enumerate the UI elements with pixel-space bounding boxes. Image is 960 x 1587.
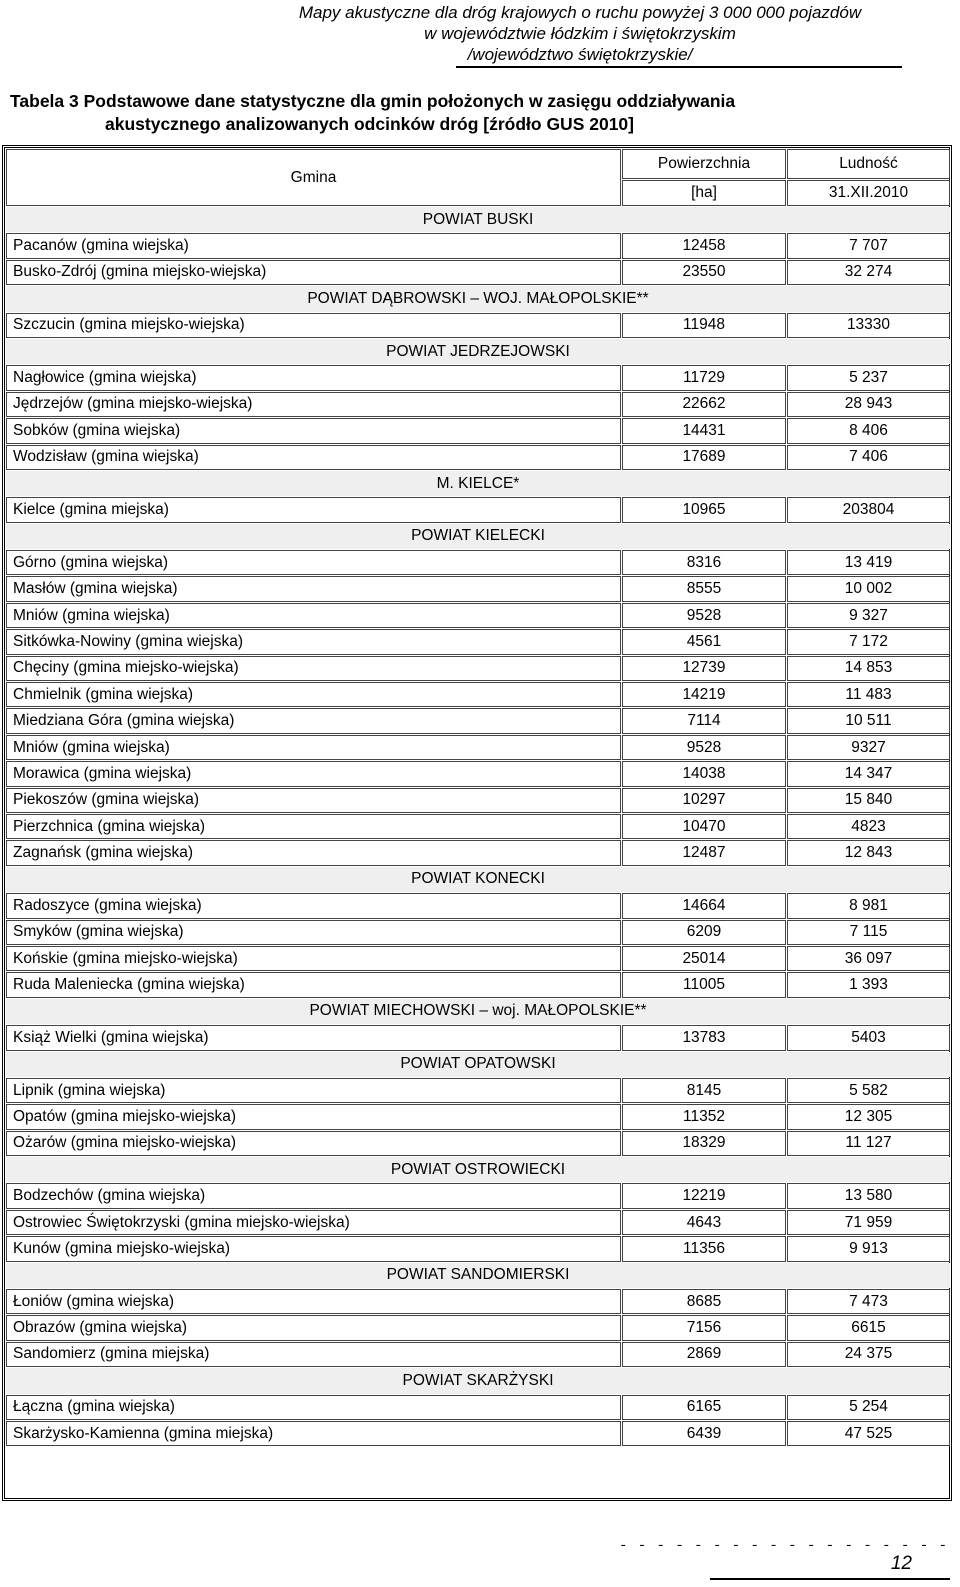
gmina-name-cell: Pacanów (gmina wiejska) (6, 233, 621, 258)
gmina-name-cell: Kunów (gmina miejsko-wiejska) (6, 1236, 621, 1261)
powiat-label: POWIAT KONECKI (6, 867, 950, 892)
gmina-name-cell: Obrazów (gmina wiejska) (6, 1315, 621, 1340)
table-row (6, 893, 950, 918)
population-cell: 5 254 (787, 1395, 950, 1420)
area-cell: 11729 (622, 365, 786, 390)
table-row (6, 1315, 950, 1340)
area-cell: 8145 (622, 1078, 786, 1103)
population-cell: 14 853 (787, 656, 950, 681)
table-row (6, 313, 950, 338)
population-cell: 7 172 (787, 629, 950, 654)
header-line-1: Mapy akustyczne dla dróg krajowych o ruchu powyżej 3 000 000 pojazdów (298, 3, 862, 22)
powiat-header-row (6, 1157, 950, 1182)
population-cell: 10 002 (787, 576, 950, 601)
table-row (6, 1395, 950, 1420)
gmina-name-cell: Nagłowice (gmina wiejska) (6, 365, 621, 390)
area-cell: 8555 (622, 576, 786, 601)
population-cell: 36 097 (787, 946, 950, 971)
gmina-name-cell: Chęciny (gmina miejsko-wiejska) (6, 656, 621, 681)
table-row (6, 656, 950, 681)
area-cell: 8685 (622, 1289, 786, 1314)
powiat-header-row (6, 1368, 950, 1393)
population-cell: 9 327 (787, 603, 950, 628)
gmina-name-cell: Opatów (gmina miejsko-wiejska) (6, 1104, 621, 1129)
area-cell: 13783 (622, 1025, 786, 1050)
table-row (6, 1210, 950, 1235)
population-cell: 8 981 (787, 893, 950, 918)
gmina-name-cell: Radoszyce (gmina wiejska) (6, 893, 621, 918)
area-cell: 10470 (622, 814, 786, 839)
powiat-label: POWIAT MIECHOWSKI – woj. MAŁOPOLSKIE** (6, 999, 950, 1024)
caption-line-2: akustycznego analizowanych odcinków dróg [źródło GUS 2010] (105, 114, 634, 134)
gmina-name-cell: Ostrowiec Świętokrzyski (gmina miejsko-wiejska) (6, 1210, 621, 1235)
table-header-row-1 (6, 149, 950, 179)
population-cell: 12 843 (787, 840, 950, 865)
population-cell: 15 840 (787, 788, 950, 813)
table-row (6, 233, 950, 258)
population-cell: 11 127 (787, 1131, 950, 1156)
population-cell: 13 419 (787, 550, 950, 575)
gmina-name-cell: Końskie (gmina miejsko-wiejska) (6, 946, 621, 971)
table-row (6, 550, 950, 575)
powiat-label: POWIAT OPATOWSKI (6, 1052, 950, 1077)
population-cell: 7 707 (787, 233, 950, 258)
page-number: 12 (890, 1553, 912, 1574)
powiat-header-row (6, 1052, 950, 1077)
statistics-table-frame (2, 145, 952, 1501)
table-caption (10, 90, 940, 136)
gmina-name-cell: Szczucin (gmina miejsko-wiejska) (6, 313, 621, 338)
population-cell: 203804 (787, 497, 950, 522)
population-cell: 47 525 (787, 1421, 950, 1446)
population-cell: 12 305 (787, 1104, 950, 1129)
table-row (6, 260, 950, 285)
area-cell: 9528 (622, 735, 786, 760)
population-cell: 7 115 (787, 920, 950, 945)
gmina-name-cell: Kielce (gmina miejska) (6, 497, 621, 522)
population-cell: 6615 (787, 1315, 950, 1340)
table-row (6, 603, 950, 628)
table-row (6, 682, 950, 707)
population-cell: 14 347 (787, 761, 950, 786)
area-cell: 6209 (622, 920, 786, 945)
population-cell: 13330 (787, 313, 950, 338)
table-row (6, 629, 950, 654)
table-row (6, 814, 950, 839)
table-row (6, 1183, 950, 1208)
population-cell: 1 393 (787, 972, 950, 997)
area-cell: 6439 (622, 1421, 786, 1446)
table-row (6, 497, 950, 522)
area-cell: 14431 (622, 418, 786, 443)
gmina-name-cell: Lipnik (gmina wiejska) (6, 1078, 621, 1103)
population-cell: 4823 (787, 814, 950, 839)
table-row (6, 1104, 950, 1129)
population-cell: 10 511 (787, 708, 950, 733)
header-area-unit: [ha] (622, 180, 786, 206)
powiat-label: POWIAT OSTROWIECKI (6, 1157, 950, 1182)
table-row (6, 735, 950, 760)
table-row (6, 920, 950, 945)
gmina-name-cell: Mniów (gmina wiejska) (6, 603, 621, 628)
area-cell: 6165 (622, 1395, 786, 1420)
area-cell: 25014 (622, 946, 786, 971)
gmina-name-cell: Wodzisław (gmina wiejska) (6, 445, 621, 470)
gmina-name-cell: Pierzchnica (gmina wiejska) (6, 814, 621, 839)
gmina-name-cell: Ruda Maleniecka (gmina wiejska) (6, 972, 621, 997)
gmina-name-cell: Sobków (gmina wiejska) (6, 418, 621, 443)
table-row (6, 946, 950, 971)
population-cell: 5403 (787, 1025, 950, 1050)
table-row (6, 708, 950, 733)
area-cell: 4561 (622, 629, 786, 654)
header-rule (456, 66, 902, 68)
table-row (6, 840, 950, 865)
footer-rule (710, 1578, 950, 1580)
powiat-header-row (6, 524, 950, 549)
table-row (6, 761, 950, 786)
powiat-label: POWIAT SANDOMIERSKI (6, 1263, 950, 1288)
area-cell: 11356 (622, 1236, 786, 1261)
population-cell: 7 473 (787, 1289, 950, 1314)
gmina-name-cell: Jędrzejów (gmina miejsko-wiejska) (6, 392, 621, 417)
gmina-name-cell: Miedziana Góra (gmina wiejska) (6, 708, 621, 733)
table-row (6, 788, 950, 813)
population-cell: 11 483 (787, 682, 950, 707)
powiat-header-row (6, 1263, 950, 1288)
caption-line-1: Tabela 3 Podstawowe dane statystyczne dla gmin położonych w zasięgu oddziaływania (10, 91, 736, 111)
table-row (6, 365, 950, 390)
header-area: Powierzchnia (622, 149, 786, 179)
table-row (6, 972, 950, 997)
gmina-name-cell: Morawica (gmina wiejska) (6, 761, 621, 786)
powiat-label: POWIAT JEDRZEJOWSKI (6, 339, 950, 364)
powiat-label: POWIAT SKARŻYSKI (6, 1368, 950, 1393)
page-header (260, 2, 900, 65)
area-cell: 14664 (622, 893, 786, 918)
gmina-name-cell: Piekoszów (gmina wiejska) (6, 788, 621, 813)
table-row (6, 1342, 950, 1367)
population-cell: 9327 (787, 735, 950, 760)
gmina-name-cell: Masłów (gmina wiejska) (6, 576, 621, 601)
gmina-name-cell: Bodzechów (gmina wiejska) (6, 1183, 621, 1208)
powiat-header-row (6, 286, 950, 311)
population-cell: 5 582 (787, 1078, 950, 1103)
area-cell: 11005 (622, 972, 786, 997)
area-cell: 12739 (622, 656, 786, 681)
population-cell: 32 274 (787, 260, 950, 285)
area-cell: 18329 (622, 1131, 786, 1156)
table-row (6, 1421, 950, 1446)
table-row (6, 1289, 950, 1314)
powiat-label: POWIAT BUSKI (6, 207, 950, 232)
area-cell: 8316 (622, 550, 786, 575)
table-row (6, 1025, 950, 1050)
powiat-label: POWIAT KIELECKI (6, 524, 950, 549)
gmina-name-cell: Chmielnik (gmina wiejska) (6, 682, 621, 707)
table-row (6, 445, 950, 470)
header-line-2: w województwie łódzkim i świętokrzyskim (424, 24, 736, 43)
header-population-date: 31.XII.2010 (787, 180, 950, 206)
area-cell: 4643 (622, 1210, 786, 1235)
gmina-name-cell: Skarżysko-Kamienna (gmina miejska) (6, 1421, 621, 1446)
gmina-name-cell: Książ Wielki (gmina wiejska) (6, 1025, 621, 1050)
header-gmina: Gmina (6, 149, 621, 206)
area-cell: 14219 (622, 682, 786, 707)
area-cell: 12458 (622, 233, 786, 258)
table-row (6, 1131, 950, 1156)
powiat-header-row (6, 339, 950, 364)
area-cell: 12487 (622, 840, 786, 865)
gmina-name-cell: Łączna (gmina wiejska) (6, 1395, 621, 1420)
table-row (6, 1078, 950, 1103)
area-cell: 9528 (622, 603, 786, 628)
gmina-name-cell: Zagnańsk (gmina wiejska) (6, 840, 621, 865)
area-cell: 10965 (622, 497, 786, 522)
gmina-name-cell: Sitkówka-Nowiny (gmina wiejska) (6, 629, 621, 654)
population-cell: 5 237 (787, 365, 950, 390)
population-cell: 28 943 (787, 392, 950, 417)
powiat-header-row (6, 471, 950, 496)
gmina-name-cell: Mniów (gmina wiejska) (6, 735, 621, 760)
area-cell: 17689 (622, 445, 786, 470)
table-row (6, 418, 950, 443)
gmina-name-cell: Smyków (gmina wiejska) (6, 920, 621, 945)
area-cell: 14038 (622, 761, 786, 786)
population-cell: 9 913 (787, 1236, 950, 1261)
gmina-name-cell: Górno (gmina wiejska) (6, 550, 621, 575)
powiat-header-row (6, 867, 950, 892)
area-cell: 12219 (622, 1183, 786, 1208)
population-cell: 24 375 (787, 1342, 950, 1367)
header-population: Ludność (787, 149, 950, 179)
area-cell: 11352 (622, 1104, 786, 1129)
statistics-table (5, 148, 951, 1447)
area-cell: 11948 (622, 313, 786, 338)
table-row (6, 1236, 950, 1261)
area-cell: 7114 (622, 708, 786, 733)
population-cell: 7 406 (787, 445, 950, 470)
gmina-name-cell: Ożarów (gmina miejsko-wiejska) (6, 1131, 621, 1156)
gmina-name-cell: Łoniów (gmina wiejska) (6, 1289, 621, 1314)
population-cell: 8 406 (787, 418, 950, 443)
powiat-label: M. KIELCE* (6, 471, 950, 496)
powiat-header-row (6, 999, 950, 1024)
area-cell: 2869 (622, 1342, 786, 1367)
header-line-3: /województwo świętokrzyskie/ (467, 45, 693, 64)
area-cell: 10297 (622, 788, 786, 813)
area-cell: 23550 (622, 260, 786, 285)
powiat-label: POWIAT DĄBROWSKI – WOJ. MAŁOPOLSKIE** (6, 286, 950, 311)
population-cell: 71 959 (787, 1210, 950, 1235)
area-cell: 22662 (622, 392, 786, 417)
table-row (6, 392, 950, 417)
area-cell: 7156 (622, 1315, 786, 1340)
population-cell: 13 580 (787, 1183, 950, 1208)
footer-separator: - - - - - - - - - - - - - - - - - - (618, 1538, 948, 1554)
gmina-name-cell: Busko-Zdrój (gmina miejsko-wiejska) (6, 260, 621, 285)
gmina-name-cell: Sandomierz (gmina miejska) (6, 1342, 621, 1367)
powiat-header-row (6, 207, 950, 232)
table-row (6, 576, 950, 601)
